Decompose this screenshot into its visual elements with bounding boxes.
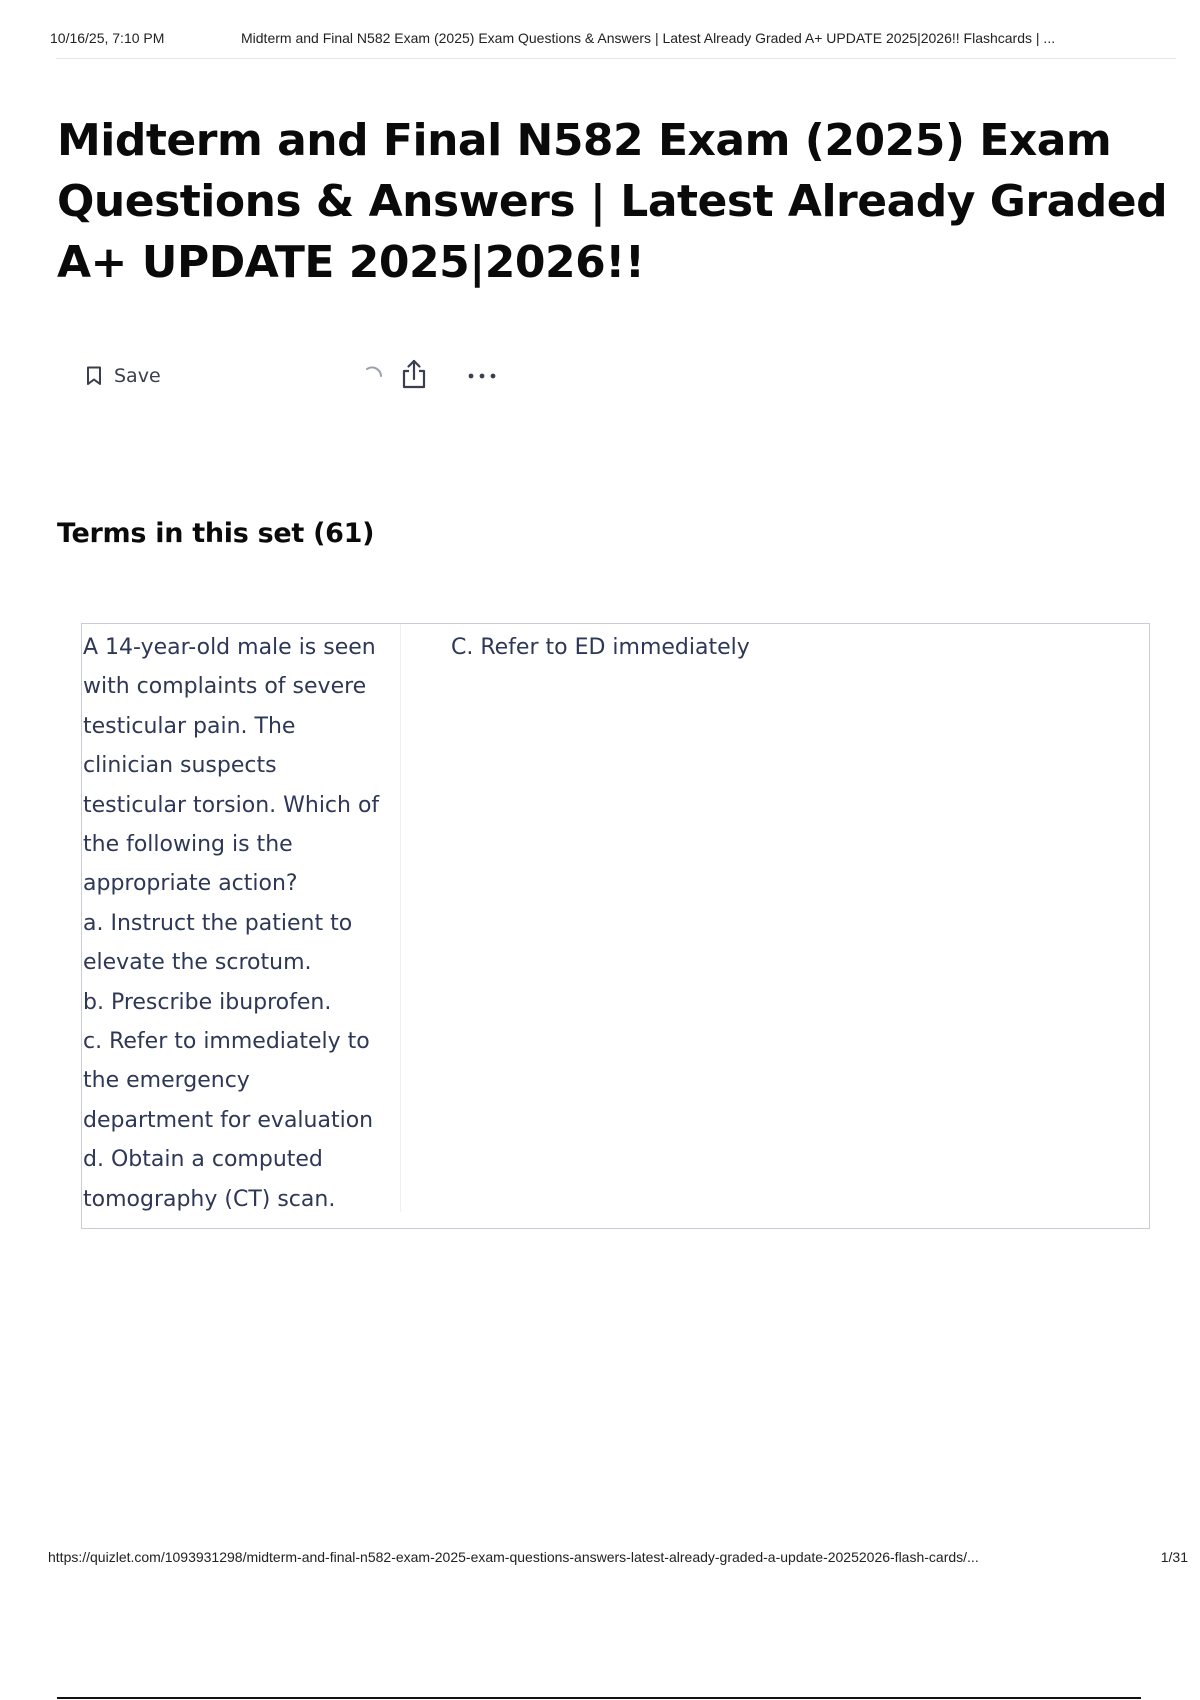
more-options-button[interactable] [464,358,500,394]
save-label: Save [114,365,161,387]
card-divider [400,624,401,1212]
save-button[interactable] [86,356,161,396]
more-icon [467,367,497,385]
bookmark-icon [86,366,102,386]
definition-text: C. Refer to ED immediately [451,635,750,660]
print-url: https://quizlet.com/1093931298/midterm-and-final-n582-exam-2025-exam-questions-answers-latest-already-graded-a-update-20252026-flash-cards/... [48,1549,979,1565]
share-button[interactable] [396,358,432,394]
term-card [81,623,1150,1229]
share-icon [400,359,428,394]
print-datetime: 10/16/25, 7:10 PM [50,30,165,46]
print-document-title: Midterm and Final N582 Exam (2025) Exam Questions & Answers | Latest Already Graded A+ UPDATE 2025|2026!! Flashcards | ... [241,30,1056,46]
term-text: A 14-year-old male is seen with complaints of severe testicular pain. The clinician suspects testicular torsion. Which of the following is the appropriate action? a. Instruct the patient to elevate the scrotum. b. Prescribe ibuprofen. c. Refer to immediately to the emergency department for evaluation d. Obtain a computed tomography (CT) scan. [83,635,380,1212]
loading-spinner-icon [362,364,386,388]
page-title: Midterm and Final N582 Exam (2025) Exam Questions & Answers | Latest Already Graded A+ UPDATE 2025|2026!! [57,115,1168,288]
terms-heading: Terms in this set (61) [57,518,375,549]
print-header [50,28,1180,52]
bottom-divider [57,1697,1141,1699]
page-number: 1/31 [1160,1549,1188,1565]
print-footer [48,1549,1188,1571]
header-divider [56,58,1176,59]
action-bar [86,356,526,396]
